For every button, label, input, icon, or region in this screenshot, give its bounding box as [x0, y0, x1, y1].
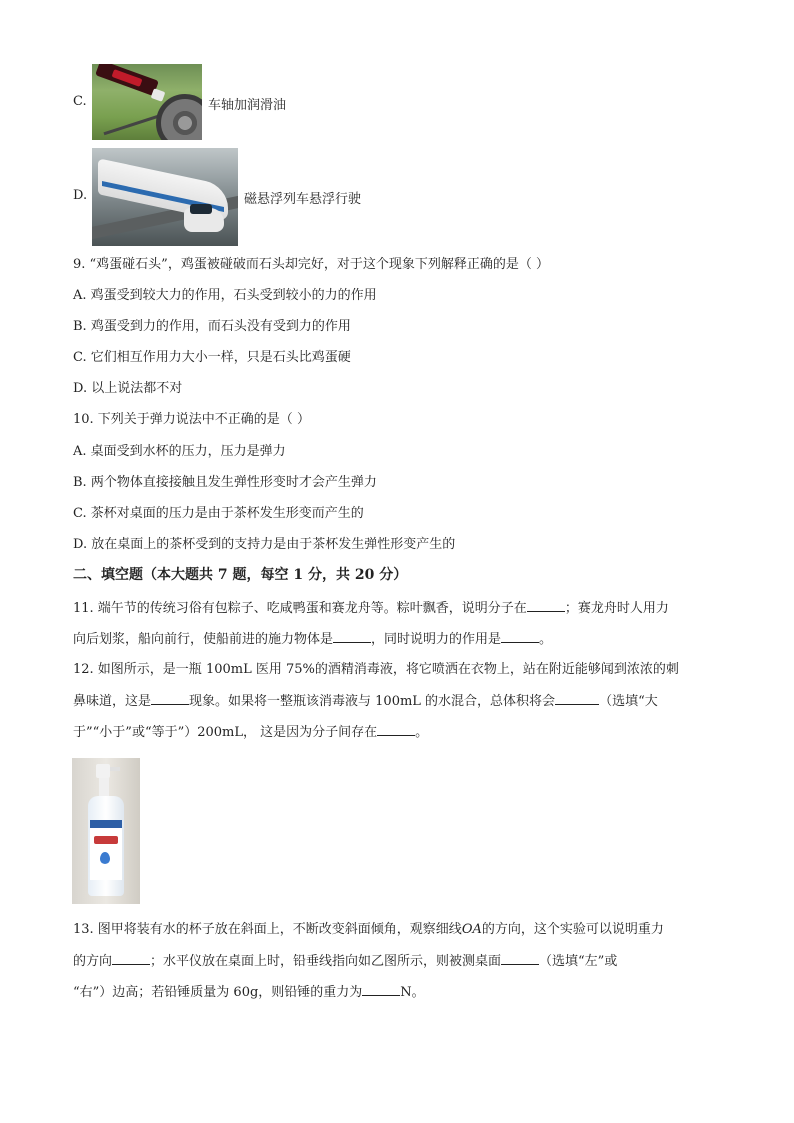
answer-blank[interactable]: [151, 692, 189, 705]
answer-blank[interactable]: [555, 692, 599, 705]
q13-line-1: [73, 921, 664, 939]
option-d-letter: D.: [73, 188, 88, 203]
q13-text-3a: “右”）边高；若铅锤质量为 60g，则铅锤的重力为: [73, 985, 363, 1000]
q13-line-2: [73, 952, 617, 971]
answer-blank[interactable]: [501, 952, 539, 965]
q10-option-d: D. 放在桌面上的茶杯受到的支持力是由于茶杯发生弹性形变产生的: [73, 537, 456, 552]
q13-text-2a: 的方向: [73, 954, 113, 969]
q13-text-1b: 的方向，这个实验可以说明重力: [481, 922, 664, 937]
q12-line-1: 12. 如图所示，是一瓶 100mL 医用 75%的酒精消毒液，将它喷洒在衣物上，站在附近能够闻到浓浓的刺: [73, 662, 679, 677]
q13-text-1a: 13. 图甲将装有水的杯子放在斜面上，不断改变斜面倾角，观察细线: [73, 922, 462, 937]
q13-line-3: [73, 983, 425, 1002]
q9-option-b: B. 鸡蛋受到力的作用，而石头没有受到力的作用: [73, 319, 351, 334]
q12-line-2: [73, 692, 658, 711]
q11-text-2c: 。: [539, 632, 553, 647]
q11-line-2: [73, 630, 552, 649]
disinfectant-bottle-image: [72, 758, 140, 904]
q10-option-a: A. 桌面受到水杯的压力，压力是弹力: [73, 444, 286, 459]
answer-blank[interactable]: [527, 599, 565, 612]
q12-text-3a: 于”“小于”或“等于”）200mL， 这是因为分子间存在: [73, 725, 378, 740]
answer-blank[interactable]: [377, 723, 415, 736]
q12-text-2c: （选填“大: [599, 694, 658, 709]
answer-blank[interactable]: [501, 630, 539, 643]
q12-text-2a: 鼻味道，这是: [73, 694, 152, 709]
q10-option-c: C. 茶杯对桌面的压力是由于茶杯发生形变而产生的: [73, 506, 364, 521]
section-heading: 二、填空题（本大题共 7 题，每空 1 分，共 20 分）: [73, 567, 408, 583]
maglev-train-image: [92, 148, 238, 246]
q9-option-d: D. 以上说法都不对: [73, 381, 183, 396]
q13-text-3b: N。: [400, 985, 425, 1000]
q10-stem: 10. 下列关于弹力说法中不正确的是（ ）: [73, 412, 310, 427]
q12-text-3b: 。: [415, 725, 429, 740]
q13-oa-label: OA: [461, 922, 482, 937]
answer-blank[interactable]: [333, 630, 371, 643]
q12-text-2b: 现象。如果将一整瓶该消毒液与 100mL 的水混合，总体积将会: [189, 694, 556, 709]
option-c-letter: C.: [73, 94, 87, 109]
option-c-text: 车轴加润滑油: [208, 98, 287, 113]
answer-blank[interactable]: [362, 983, 400, 996]
q11-text-2b: ，同时说明力的作用是: [371, 632, 502, 647]
q9-option-c: C. 它们相互作用力大小一样，只是石头比鸡蛋硬: [73, 350, 351, 365]
q9-option-a: A. 鸡蛋受到较大力的作用，石头受到较小的力的作用: [73, 288, 377, 303]
q13-text-2b: ；水平仪放在桌面上时，铅垂线指向如乙图所示，则被测桌面: [150, 954, 502, 969]
option-d-text: 磁悬浮列车悬浮行驶: [244, 192, 362, 207]
q11-text-1a: 11. 端午节的传统习俗有包粽子、吃咸鸭蛋和赛龙舟等。粽叶飘香，说明分子在: [73, 601, 527, 616]
q11-text-2a: 向后划浆，船向前行，使船前进的施力物体是: [73, 632, 334, 647]
q10-option-b: B. 两个物体直接接触且发生弹性形变时才会产生弹力: [73, 475, 377, 490]
q13-text-2c: （选填“左”或: [539, 954, 618, 969]
q12-line-3: [73, 723, 428, 742]
answer-blank[interactable]: [112, 952, 150, 965]
q9-stem: 9. “鸡蛋碰石头”，鸡蛋被碰破而石头却完好，对于这个现象下列解释正确的是（ ）: [73, 257, 549, 272]
q11-line-1: [73, 599, 669, 618]
q11-text-1b: ；赛龙舟时人用力: [564, 601, 669, 616]
bicycle-lubrication-image: [92, 64, 202, 140]
